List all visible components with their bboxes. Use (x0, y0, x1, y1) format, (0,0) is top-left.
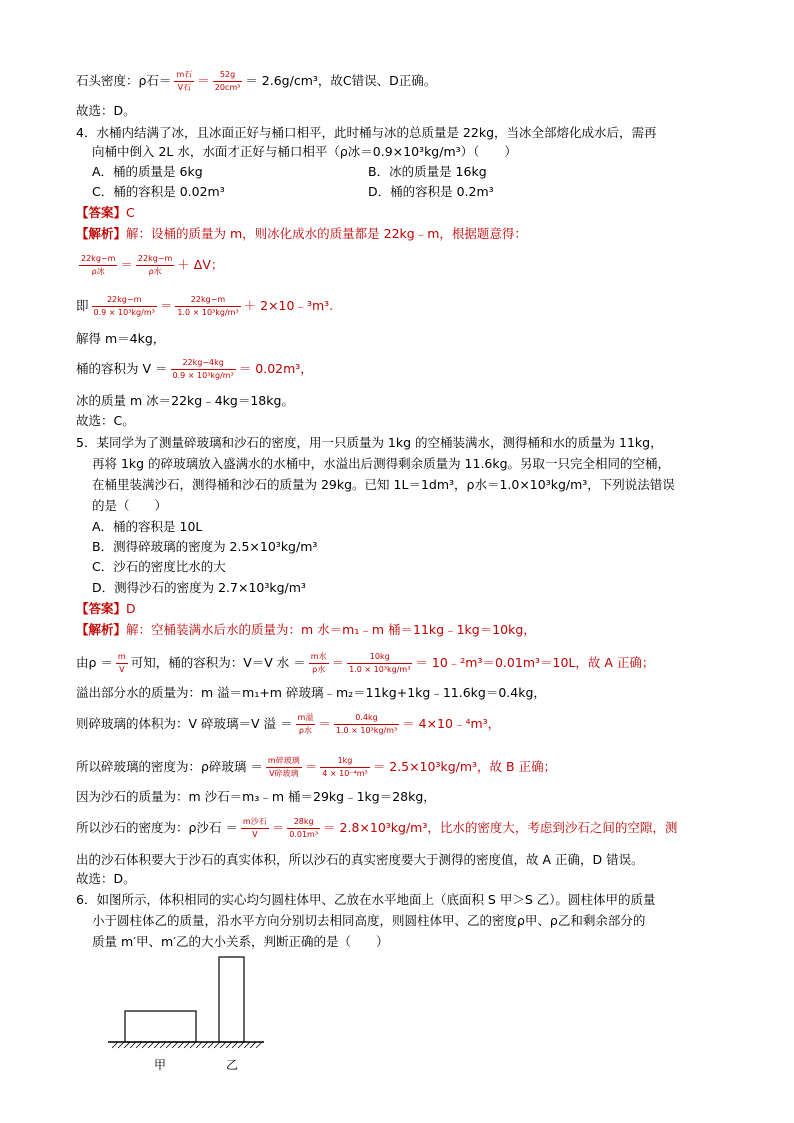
text: ＝ 2.8×10³kg/m³，比水的密度大，考虑到沙石之间的空隙，测 (323, 820, 678, 835)
fraction (287, 817, 320, 840)
answer-value: D (126, 601, 136, 616)
fraction-denominator: 4 × 10⁻⁴m³ (322, 769, 368, 778)
q5-option-a: A．桶的容积是 10L (92, 519, 203, 534)
q4-ice-mass: 冰的质量 m 冰＝22kg﹣4kg＝18kg。 (76, 393, 294, 408)
fraction-denominator: V碎玻璃 (269, 769, 299, 778)
fraction-denominator: ρ水 (312, 665, 326, 674)
fraction (241, 817, 269, 840)
fraction (136, 254, 174, 277)
q4-option-b: B．冰的质量是 16kg (368, 164, 487, 179)
fraction-denominator: 1.0 × 10³kg/m³ (349, 665, 411, 674)
q4-analysis (76, 225, 527, 243)
answer-value: C (126, 205, 135, 220)
q5-option-c: C．沙石的密度比水的大 (92, 559, 226, 574)
q5-option-b: B．测得碎玻璃的密度为 2.5×10³kg/m³ (92, 539, 318, 554)
q5-sand-density: 所以沙石的密度为：ρ沙石 ＝ $\frac{\text{m沙石}}{V}$ ＝ $\frac{28kg}{\text{0.01m³}}$ ＝ 2.8×10³kg/m³，比水的密度大，考虑到沙石之间的空隙，测 (76, 817, 678, 839)
fraction-numerator: m碎玻璃 (266, 756, 302, 768)
fraction (175, 295, 240, 318)
fraction-numerator: m沙石 (241, 817, 269, 829)
text: 所以碎玻璃的密度为：ρ碎玻璃 ＝ (76, 759, 263, 774)
text: ＋ 2×10﹣³m³. (243, 298, 334, 313)
fraction (79, 254, 117, 277)
fraction-denominator: 1.0 × 10³kg/m³ (177, 308, 239, 317)
ground-hatching (112, 1042, 262, 1048)
q5-choice: 故选：D。 (76, 871, 136, 886)
fraction-denominator: V (119, 665, 125, 674)
q4-option-c: C．桶的容积是 0.02m³ (92, 184, 225, 199)
q4-stem-1: 4．水桶内结满了冰，且冰面正好与桶口相平，此时桶与冰的总质量是 22kg，当冰全部熔化成水后，需再 (76, 125, 657, 140)
q4-option-a: A．桶的质量是 6kg (92, 164, 203, 179)
q5-stem-1: 5．某同学为了测量碎玻璃和沙石的密度，用一只质量为 1kg 的空桶装满水，测得桶和水的质量为 11kg， (76, 435, 663, 450)
text: 由ρ ＝ (76, 655, 113, 670)
label-jia: 甲 (154, 1058, 167, 1072)
fraction (174, 70, 194, 93)
label-yi: 乙 (226, 1058, 239, 1072)
fraction-numerator: m水 (309, 652, 329, 664)
text: ＝ 0.02m³， (238, 361, 313, 376)
fraction-numerator: 52g (213, 70, 243, 82)
cylinder-diagram (108, 955, 268, 1085)
fraction (266, 756, 302, 779)
fraction-denominator: 20cm³ (214, 83, 241, 92)
q5-stem-2: 再将 1kg 的碎玻璃放入盛满水的水桶中，水溢出后测得剩余质量为 11.6kg。另取一只完全相同的空桶， (92, 456, 671, 471)
q4-volume (76, 358, 313, 381)
q4-choice: 故选：C。 (76, 413, 135, 428)
text: 可知，桶的容积为：V＝V 水 ＝ (130, 655, 306, 670)
fraction-numerator: 22kg−m (175, 295, 240, 307)
fraction (116, 652, 128, 675)
q5-analysis (76, 621, 536, 639)
text: 所以沙石的密度为：ρ沙石 ＝ (76, 820, 238, 835)
fraction-numerator: 28kg (287, 817, 320, 829)
fraction-numerator: m溢 (296, 713, 316, 725)
answer-label: 【答案】 (76, 205, 127, 220)
text: 桶的容积为 V ＝ (76, 361, 168, 376)
answer-label: 【答案】 (76, 601, 127, 616)
choice-line: 故选：D。 (76, 103, 136, 118)
q6-stem-1: 6．如图所示，体积相同的实心均匀圆柱体甲、乙放在水平地面上（底面积 S 甲＞S 乙）。圆柱体甲的质量 (76, 892, 656, 907)
fraction-numerator: 22kg−m (136, 254, 174, 266)
fraction (296, 713, 316, 736)
fraction (347, 652, 412, 675)
fraction (334, 713, 399, 736)
fraction-denominator: ρ水 (148, 267, 162, 276)
stone-density-line: 石头密度：ρ石＝ $\frac{\text{m石}}{\text{V石}}$ ＝ $\frac{52g}{\text{20cm³}}$ ＝ 2.6g/cm³，故C错误、D正确。 (76, 70, 437, 92)
fraction-numerator: 22kg−m (79, 254, 117, 266)
q4-answer (76, 204, 135, 222)
fraction (213, 70, 243, 93)
analysis-text: 解：设桶的质量为 m，则冰化成水的质量都是 22kg﹣m，根据题意得： (126, 226, 527, 241)
q5-answer (76, 600, 136, 618)
fraction-denominator: V石 (177, 83, 192, 92)
q5-glass-volume: 则碎玻璃的体积为：V 碎玻璃＝V 溢 ＝ $\frac{\text{m溢}}{\text{ρ水}}$ ＝ $\frac{0.4kg}{\text{1.0 × 10³kg/m³}}$ ＝ 4×10﹣⁴m³， (76, 713, 501, 735)
fraction-denominator: 1.0 × 10³kg/m³ (335, 726, 398, 735)
fraction-denominator: 0.9 × 10³kg/m³ (93, 308, 155, 317)
analysis-label: 【解析】 (76, 622, 127, 637)
text: 石头密度：ρ石＝ (76, 73, 172, 88)
fraction-denominator: V (252, 830, 258, 839)
q4-option-d: D．桶的容积是 0.2m³ (368, 184, 494, 199)
fraction-denominator: ρ水 (298, 726, 312, 735)
fraction-denominator: 0.9 × 10³kg/m³ (172, 371, 234, 380)
fraction-numerator: 0.4kg (334, 713, 399, 725)
fraction (320, 756, 370, 779)
text: ＝ 10﹣²m³＝0.01m³＝10L，故 A 正确； (415, 655, 655, 670)
q5-sand-mass: 因为沙石的质量为：m 沙石＝m₃﹣m 桶＝29kg﹣1kg＝28kg， (76, 789, 436, 804)
q5-overflow-mass: 溢出部分水的质量为：m 溢＝m₁+m 碎玻璃﹣m₂＝11kg+1kg﹣11.6kg＝0.4kg， (76, 685, 546, 700)
fraction (92, 295, 157, 318)
text: ＝ 4×10﹣⁴m³， (402, 716, 501, 731)
text: 即 (76, 298, 89, 313)
q5-stem-4: 的是（ ） (92, 498, 168, 513)
q4-equation-2: 即 $\frac{22kg-m}{\text{0.9 × 10³kg/m³}}$ ＝ $\frac{22kg-m}{\text{1.0 × 10³kg/m³}}$ ＋ 2×10﹣³m³. (76, 295, 334, 317)
fraction-numerator: 22kg−m (92, 295, 157, 307)
q5-option-d: D．测得沙石的密度为 2.7×10³kg/m³ (92, 580, 306, 595)
cylinder-figure (108, 955, 268, 1085)
cylinder-jia (125, 1011, 196, 1042)
fraction-numerator: 22kg−4kg (171, 358, 236, 370)
q6-stem-3: 质量 m′甲、m′乙的大小关系，判断正确的是（ ） (92, 934, 389, 949)
analysis-text: 解：空桶装满水后水的质量为：m 水＝m₁﹣m 桶＝11kg﹣1kg＝10kg， (126, 622, 536, 637)
cylinder-yi (219, 957, 244, 1042)
q5-volume-line: 由ρ ＝ $\frac{m}{V}$ 可知，桶的容积为：V＝V 水 ＝ $\frac{\text{m水}}{\text{ρ水}}$ ＝ $\frac{10kg}{\text{1.0 × 10³kg/m³}}$ ＝ 10﹣²m³＝0.01m³＝10L，故 A 正确； (76, 652, 655, 674)
analysis-label: 【解析】 (76, 226, 127, 241)
fraction-numerator: m石 (174, 70, 194, 82)
fraction-denominator: 0.01m³ (289, 830, 319, 839)
text: ＝ 2.5×10³kg/m³，故 B 正确； (372, 759, 557, 774)
q4-stem-2: 向桶中倒入 2L 水，水面才正好与桶口相平（ρ冰＝0.9×10³kg/m³）（ ） (92, 144, 517, 159)
fraction-numerator: 1kg (320, 756, 370, 768)
fraction-numerator: m (116, 652, 128, 664)
q5-glass-density: 所以碎玻璃的密度为：ρ碎玻璃 ＝ $\frac{\text{m碎玻璃}}{\text{V碎玻璃}}$ ＝ $\frac{1kg}{\text{4 × 10⁻⁴m³}}$ ＝ 2.5×10³kg/m³，故 B 正确； (76, 756, 557, 778)
text: ＝ 2.6g/cm³，故C错误、D正确。 (245, 73, 437, 88)
q4-equation-1: $\frac{22kg-m}{\text{ρ冰}}$ ＝ $\frac{22kg-m}{\text{ρ水}}$ ＋ ΔV； (81, 254, 224, 276)
q6-stem-2: 小于圆柱体乙的质量，沿水平方向分别切去相同高度，则圆柱体甲、乙的密度ρ甲、ρ乙和剩余部分的 (92, 913, 646, 928)
fraction-denominator: ρ冰 (91, 267, 105, 276)
q5-stem-3: 在桶里装满沙石，测得桶和沙石的质量为 29kg。已知 1L＝1dm³，ρ水＝1.0×10³kg/m³，下列说法错误 (92, 477, 675, 492)
fraction (309, 652, 329, 675)
q5-conclusion: 出的沙石体积要大于沙石的真实体积，所以沙石的真实密度要大于测得的密度值，故 A 正确，D 错误。 (76, 852, 644, 867)
text: 则碎玻璃的体积为：V 碎玻璃＝V 溢 ＝ (76, 716, 293, 731)
q4-solve: 解得 m＝4kg， (76, 331, 166, 346)
fraction-numerator: 10kg (347, 652, 412, 664)
text: ＋ ΔV； (177, 257, 224, 272)
fraction (171, 358, 236, 381)
